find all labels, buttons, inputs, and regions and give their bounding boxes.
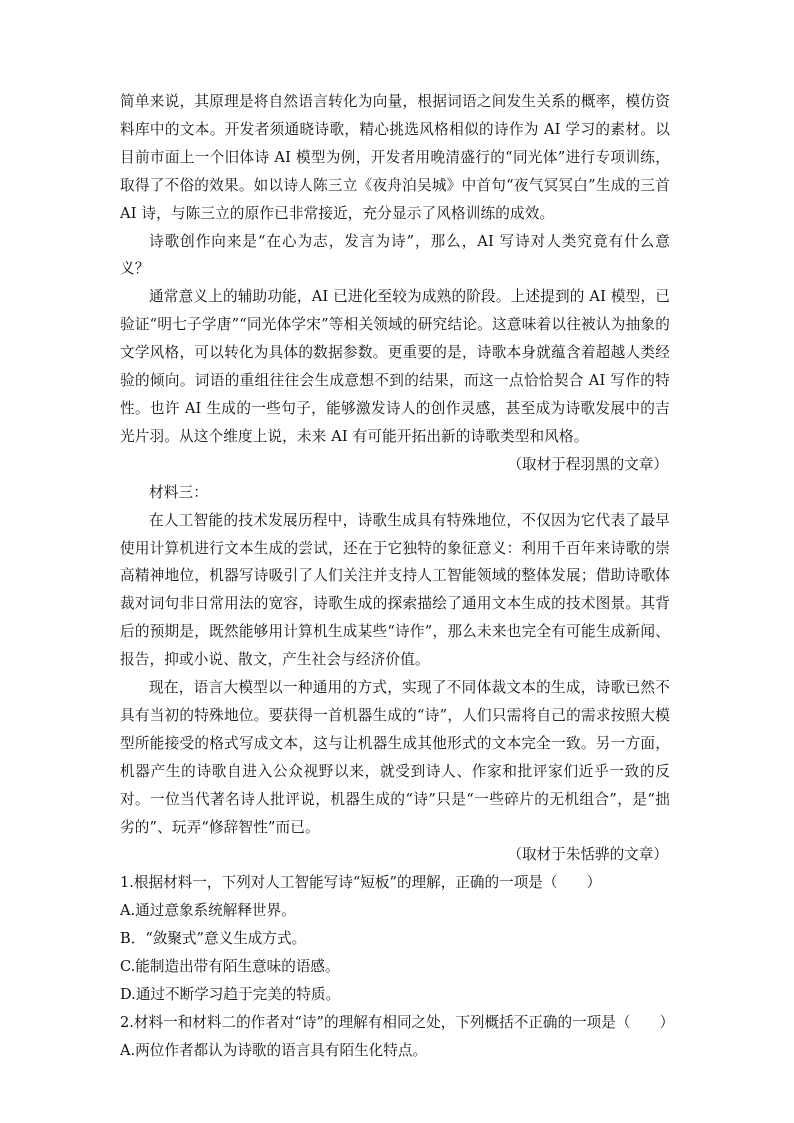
question-1-option-a: A.通过意象系统解释世界。 <box>120 902 296 920</box>
paragraph-question-meaning: 诗歌创作向来是“在心为志，发言为诗”，那么，AI 写诗对人类究竟有什么意义？ <box>120 232 670 278</box>
paragraph-principle: 简单来说，其原理是将自然语言转化为向量，根据词语之间发生关系的概率，模仿资料库中的文本。开发者须通晓诗歌，精心挑选风格相似的诗作为 AI 学习的素材。以目前市面上一个旧体诗 AI 模型为例，开发者用晚清盛行的“同光体”进行专项训练，取得了不俗的效果。如以诗人陈三立《夜舟泊吴城》中首句“夜气冥冥白”生成的三首 AI 诗，与陈三立的原作已非常接近，充分显示了风格训练的成效。 <box>120 93 670 222</box>
question-1-option-d: D.通过不断学习趋于完美的特质。 <box>120 986 341 1003</box>
question-1-option-b: B．“敛聚式”意义生成方式。 <box>120 930 307 948</box>
question-1-option-c: C.能制造出带有陌生意味的语感。 <box>120 958 340 976</box>
question-2: 2.材料一和材料二的作者对“诗”的理解有相同之处，下列概括不正确的一项是（ ） <box>120 1013 675 1031</box>
document-page <box>120 88 675 1065</box>
question-2-option-a: A.两位作者都认为诗歌的语言具有陌生化特点。 <box>120 1041 428 1059</box>
source-attribution-2: （取材于朱恬骅的文章） <box>507 846 668 864</box>
question-1: 1.根据材料一，下列对人工智能写诗“短板”的理解，正确的一项是（ ） <box>120 874 602 892</box>
paragraph-language-models: 现在，语言大模型以一种通用的方式，实现了不同体裁文本的生成，诗歌已然不具有当初的特殊地位。要获得一首机器生成的“诗”，人们只需将自己的需求按照大模型所能接受的格式写成文本，这与让机器生成其他形式的文本完全一致。另一方面，机器产生的诗歌自进入公众视野以来，就受到诗人、作家和批评家们近乎一致的反对。一位当代著名诗人批评说，机器生成的“诗”只是“一些碎片的无机组合”，是“拙劣的”、玩弄“修辞智性”而已。 <box>120 679 670 836</box>
source-attribution-1: （取材于程羽黑的文章） <box>507 455 668 473</box>
material-three-heading: 材料三： <box>149 483 208 501</box>
paragraph-poetry-generation-history: 在人工智能的技术发展历程中，诗歌生成具有特殊地位，不仅因为它代表了最早使用计算机进行文本生成的尝试，还在于它独特的象征意义：利用千百年来诗歌的崇高精神地位，机器写诗吸引了人们关注并支持人工智能领域的整体发展；借助诗歌体裁对词句非日常用法的宽容，诗歌生成的探索描绘了通用文本生成的技术图景。其背后的预期是，既然能够用计算机生成某些“诗作”，那么未来也完全有可能生成新闻、报告，抑或小说、散文，产生社会与经济价值。 <box>120 511 670 669</box>
paragraph-auxiliary-function: 通常意义上的辅助功能，AI 已进化至较为成熟的阶段。上述提到的 AI 模型，已验证“明七子学唐”“同光体学宋”等相关领域的研究结论。这意味着以往被认为抽象的文学风格，可以转化为具体的数据参数。更重要的是，诗歌本身就蕴含着超越人类经验的倾向。词语的重组往往会生成意想不到的结果，而这一点恰恰契合 AI 写作的特性。也许 AI 生成的一些句子，能够激发诗人的创作灵感，甚至成为诗歌发展中的吉光片羽。从这个维度上说，未来 AI 有可能开拓出新的诗歌类型和风格。 <box>120 288 670 445</box>
